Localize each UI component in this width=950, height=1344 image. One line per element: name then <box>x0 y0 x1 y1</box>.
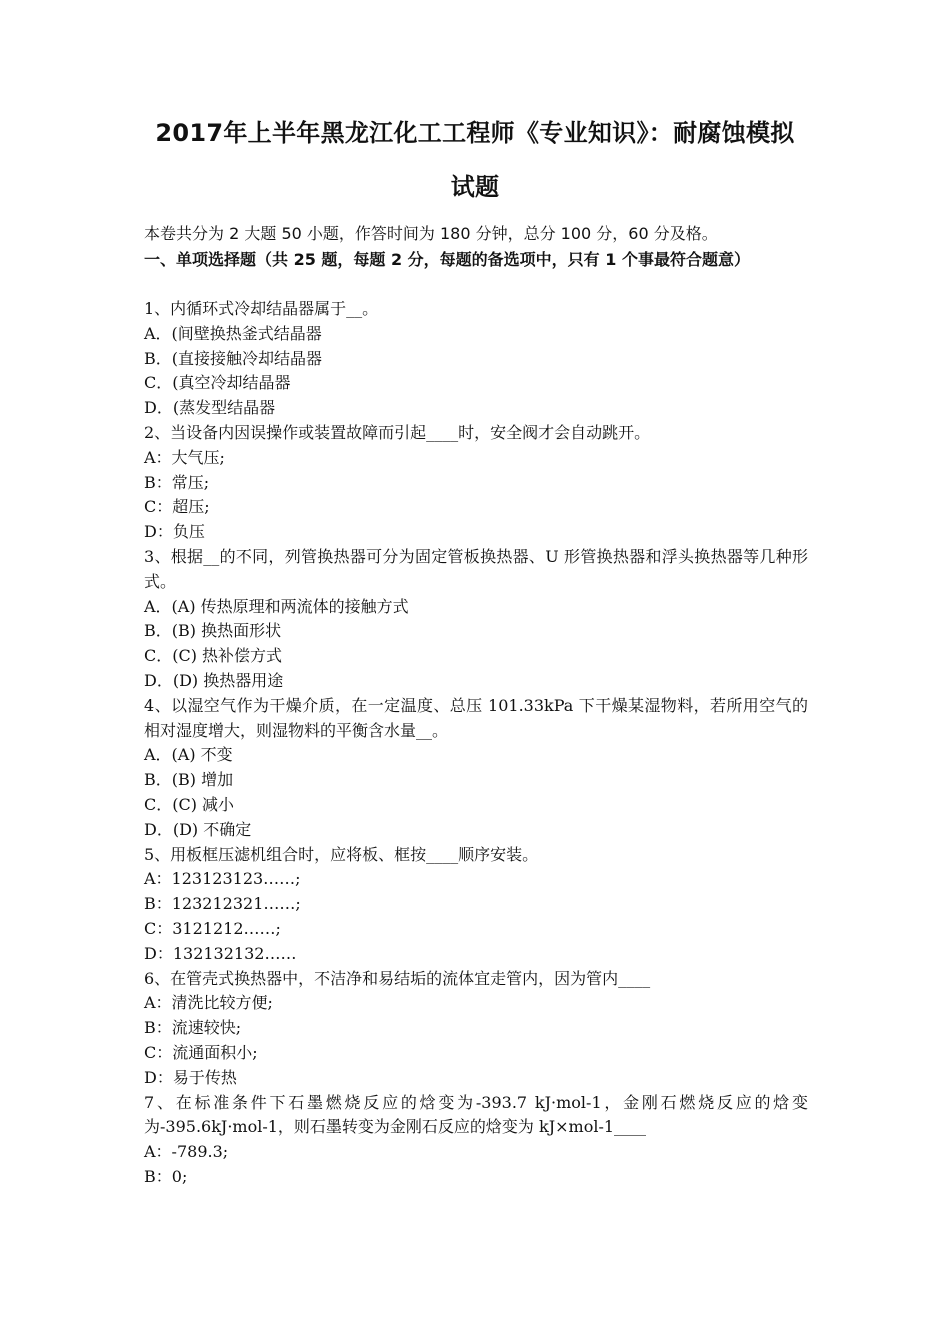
answer-option: B：常压; <box>144 472 210 492</box>
answer-option: D．(蒸发型结晶器 <box>144 398 276 418</box>
answer-option: C：3121212……; <box>144 918 281 938</box>
answer-option: B．(B) 换热面形状 <box>144 621 282 641</box>
answer-option: D：易于传热 <box>144 1067 237 1087</box>
question-stem: 7、在标准条件下石墨燃烧反应的焓变为-393.7 kJ·mol-1，金刚石燃烧反应的焓变为-395.6kJ·mol-1，则石墨转变为金刚石反应的焓变为 kJ×mol-1____ <box>144 1092 808 1137</box>
answer-option: C：超压; <box>144 497 210 517</box>
answer-option: A．(A) 不变 <box>144 745 233 765</box>
answer-option: D：负压 <box>144 522 205 542</box>
answer-option: C．(真空冷却结晶器 <box>144 373 291 393</box>
answer-option: A．(A) 传热原理和两流体的接触方式 <box>144 596 409 616</box>
answer-option: B：流速较快; <box>144 1018 242 1038</box>
question-stem: 1、内循环式冷却结晶器属于__。 <box>144 299 379 318</box>
answer-option: C．(C) 热补偿方式 <box>144 646 283 666</box>
question-stem: 5、用板框压滤机组合时，应将板、框按____顺序安装。 <box>144 844 539 864</box>
answer-option: C．(C) 减小 <box>144 794 235 814</box>
answer-option: B．(直接接触冷却结晶器 <box>144 348 323 368</box>
answer-option: B．(B) 增加 <box>144 770 234 790</box>
answer-option: D．(D) 不确定 <box>144 819 252 839</box>
answer-option: B：123212321……; <box>144 894 301 914</box>
question-stem: 4、以湿空气作为干燥介质，在一定温度、总压 101.33kPa 下干燥某湿物料，若所用空气的相对湿度增大，则湿物料的平衡含水量__。 <box>144 695 808 740</box>
question-list <box>144 297 808 1190</box>
question-stem: 3、根据__的不同，列管换热器可分为固定管板换热器、U 形管换热器和浮头换热器等几种形式。 <box>144 546 808 591</box>
answer-option: C：流通面积小; <box>144 1042 258 1062</box>
question-stem: 6、在管壳式换热器中，不洁净和易结垢的流体宜走管内，因为管内____ <box>144 968 651 988</box>
exam-intro: 本卷共分为 2 大题 50 小题，作答时间为 180 分钟，总分 100 分，60 分及格。 <box>144 224 718 243</box>
answer-option: A：大气压; <box>144 447 225 467</box>
answer-option: B：0; <box>144 1166 188 1186</box>
answer-option: A：清洗比较方便; <box>144 993 273 1013</box>
document-title: 2017年上半年黑龙江化工工程师《专业知识》：耐腐蚀模拟 <box>155 119 795 147</box>
question-stem: 2、当设备内因误操作或装置故障而引起____时，安全阀才会自动跳开。 <box>144 422 651 442</box>
answer-option: A：-789.3; <box>144 1142 229 1162</box>
answer-option: D：132132132…… <box>144 943 297 963</box>
answer-option: A．(间壁换热釜式结晶器 <box>144 323 322 343</box>
answer-option: D．(D) 换热器用途 <box>144 670 284 690</box>
section-heading: 一、单项选择题（共 25 题，每题 2 分，每题的备选项中，只有 1 个事最符合题意） <box>144 250 750 269</box>
document-title-continued: 试题 <box>450 173 500 201</box>
answer-option: A：123123123……; <box>144 869 301 889</box>
